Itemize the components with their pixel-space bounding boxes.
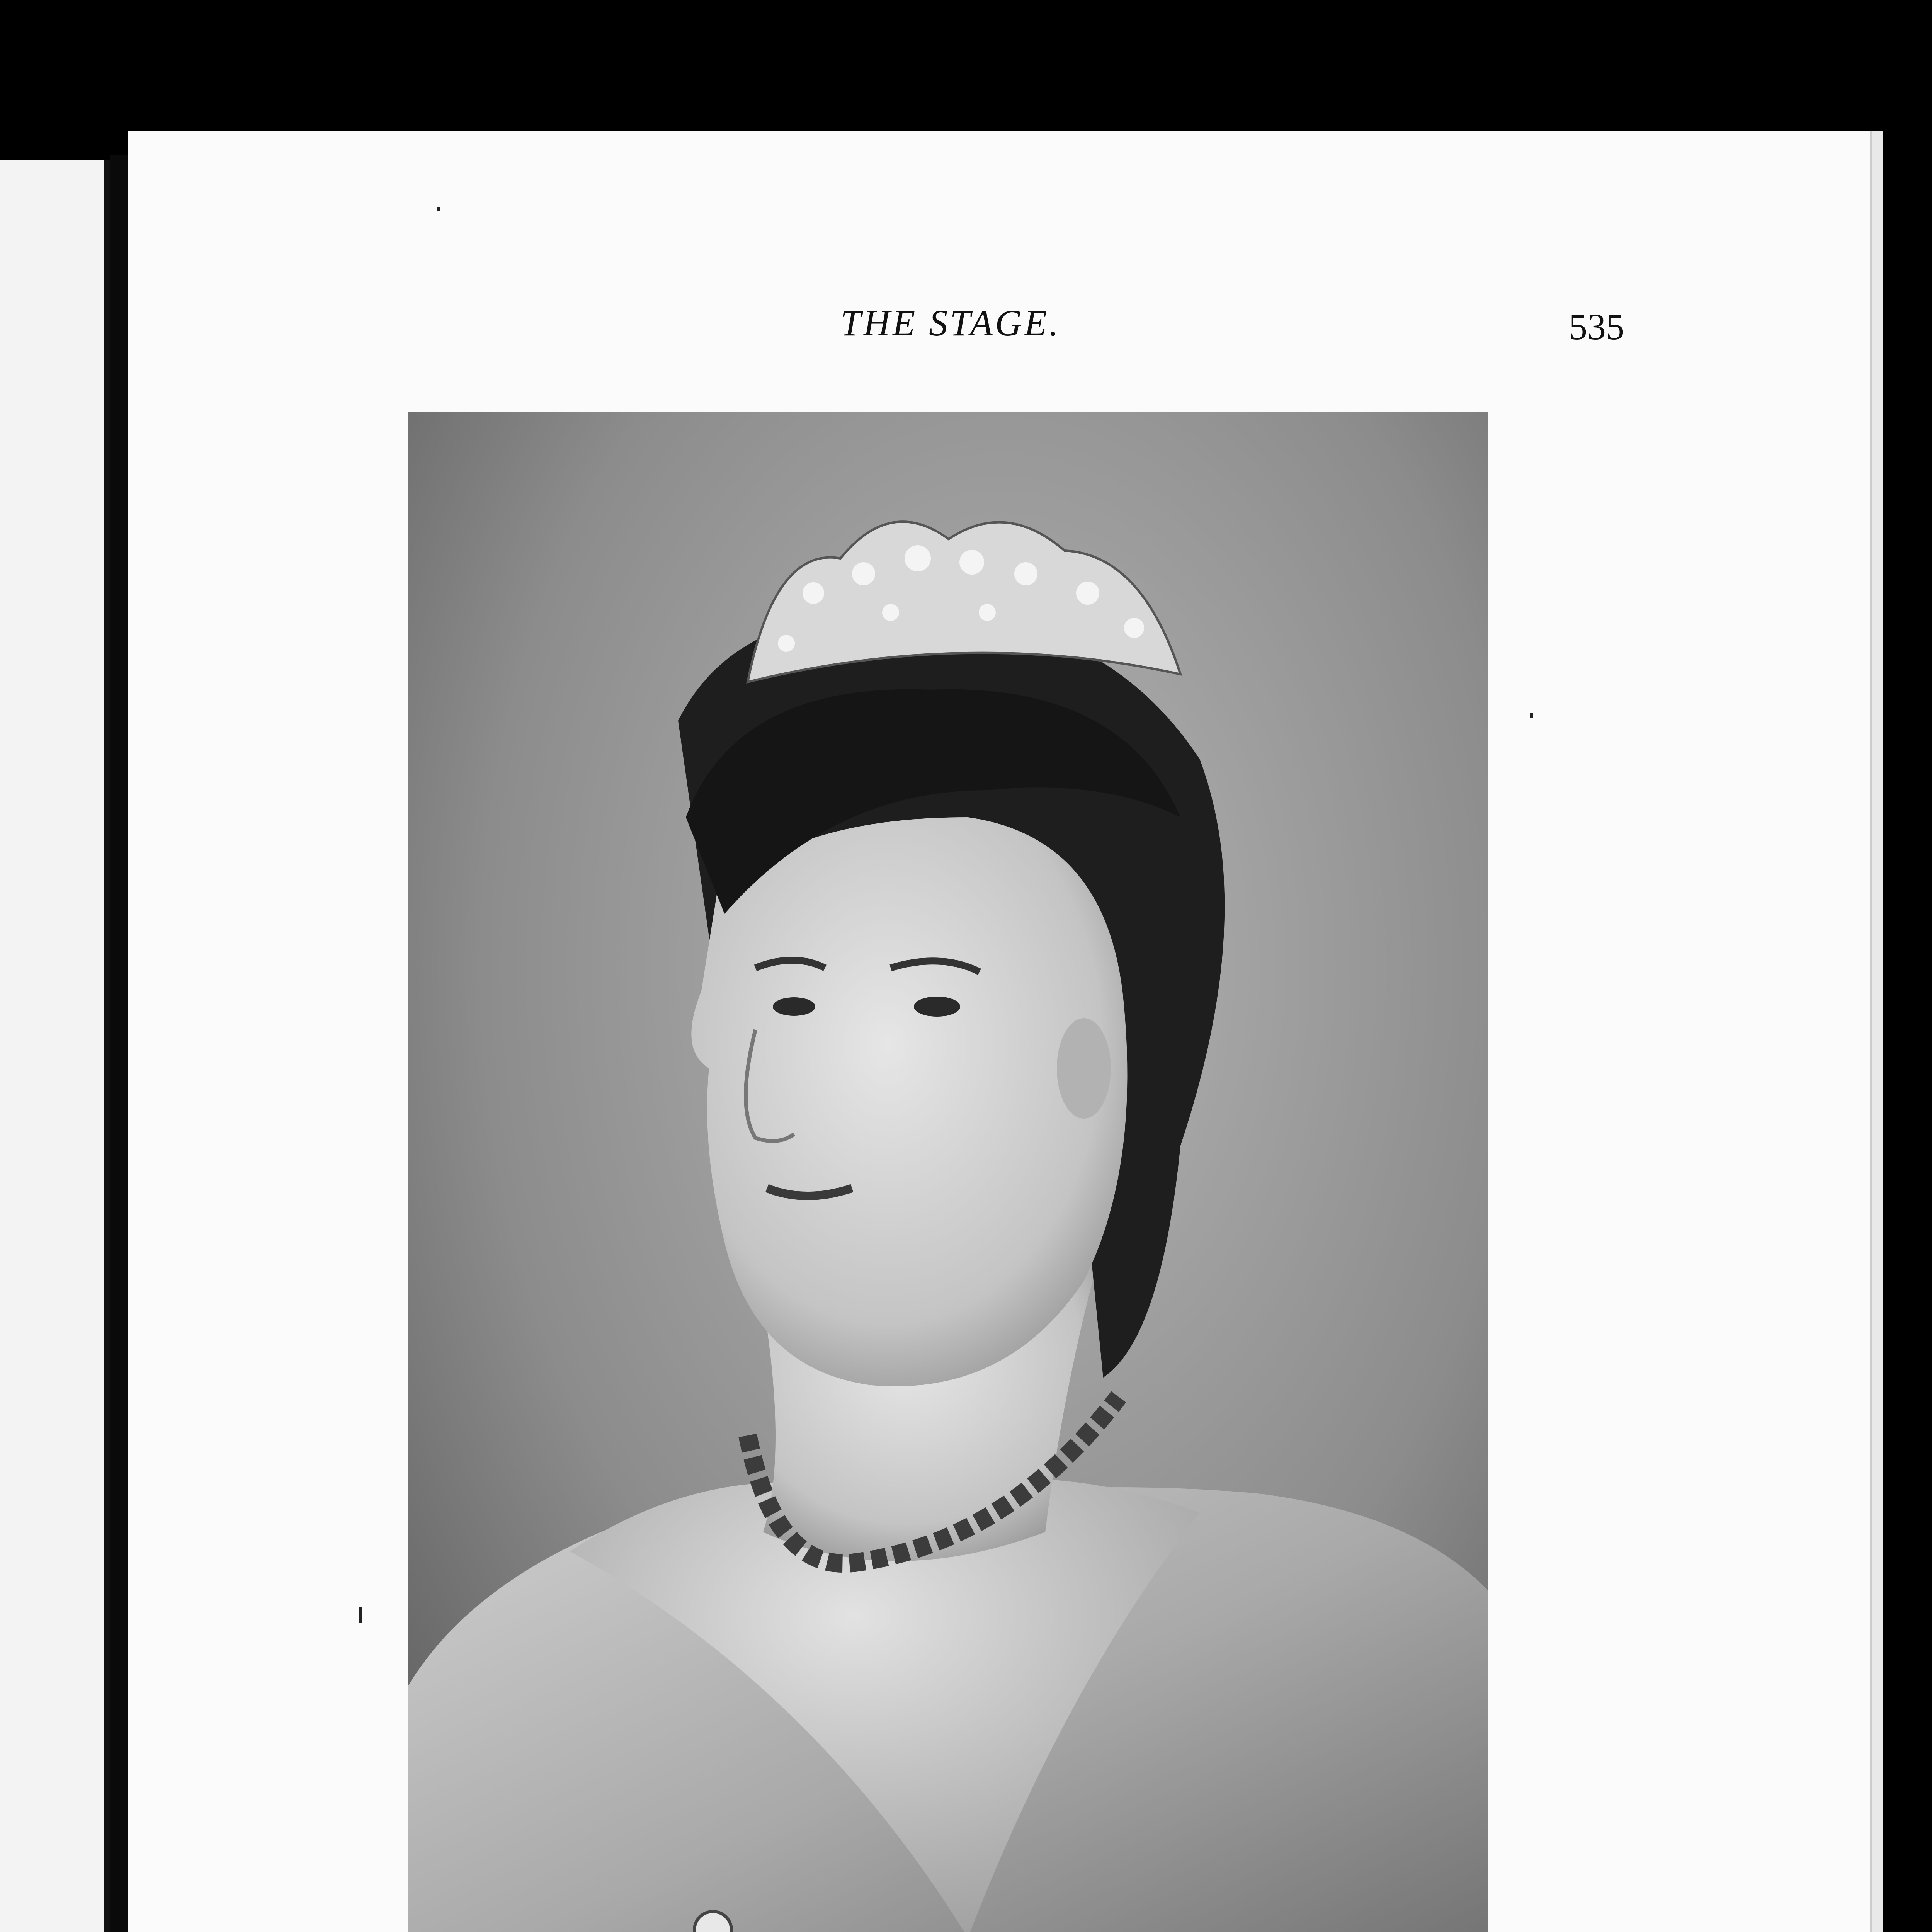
portrait-photograph: [408, 412, 1488, 1932]
previous-page-edge: [0, 160, 110, 1932]
print-speck: [1530, 713, 1533, 718]
print-speck: [359, 1607, 362, 1623]
print-speck: [437, 207, 440, 211]
running-head: THE STAGE.: [840, 302, 1061, 344]
portrait-illustration: [408, 412, 1488, 1932]
page-number: 535: [1569, 306, 1624, 347]
page-stack-edge: [1870, 131, 1883, 1932]
book-gutter: [110, 155, 129, 1932]
